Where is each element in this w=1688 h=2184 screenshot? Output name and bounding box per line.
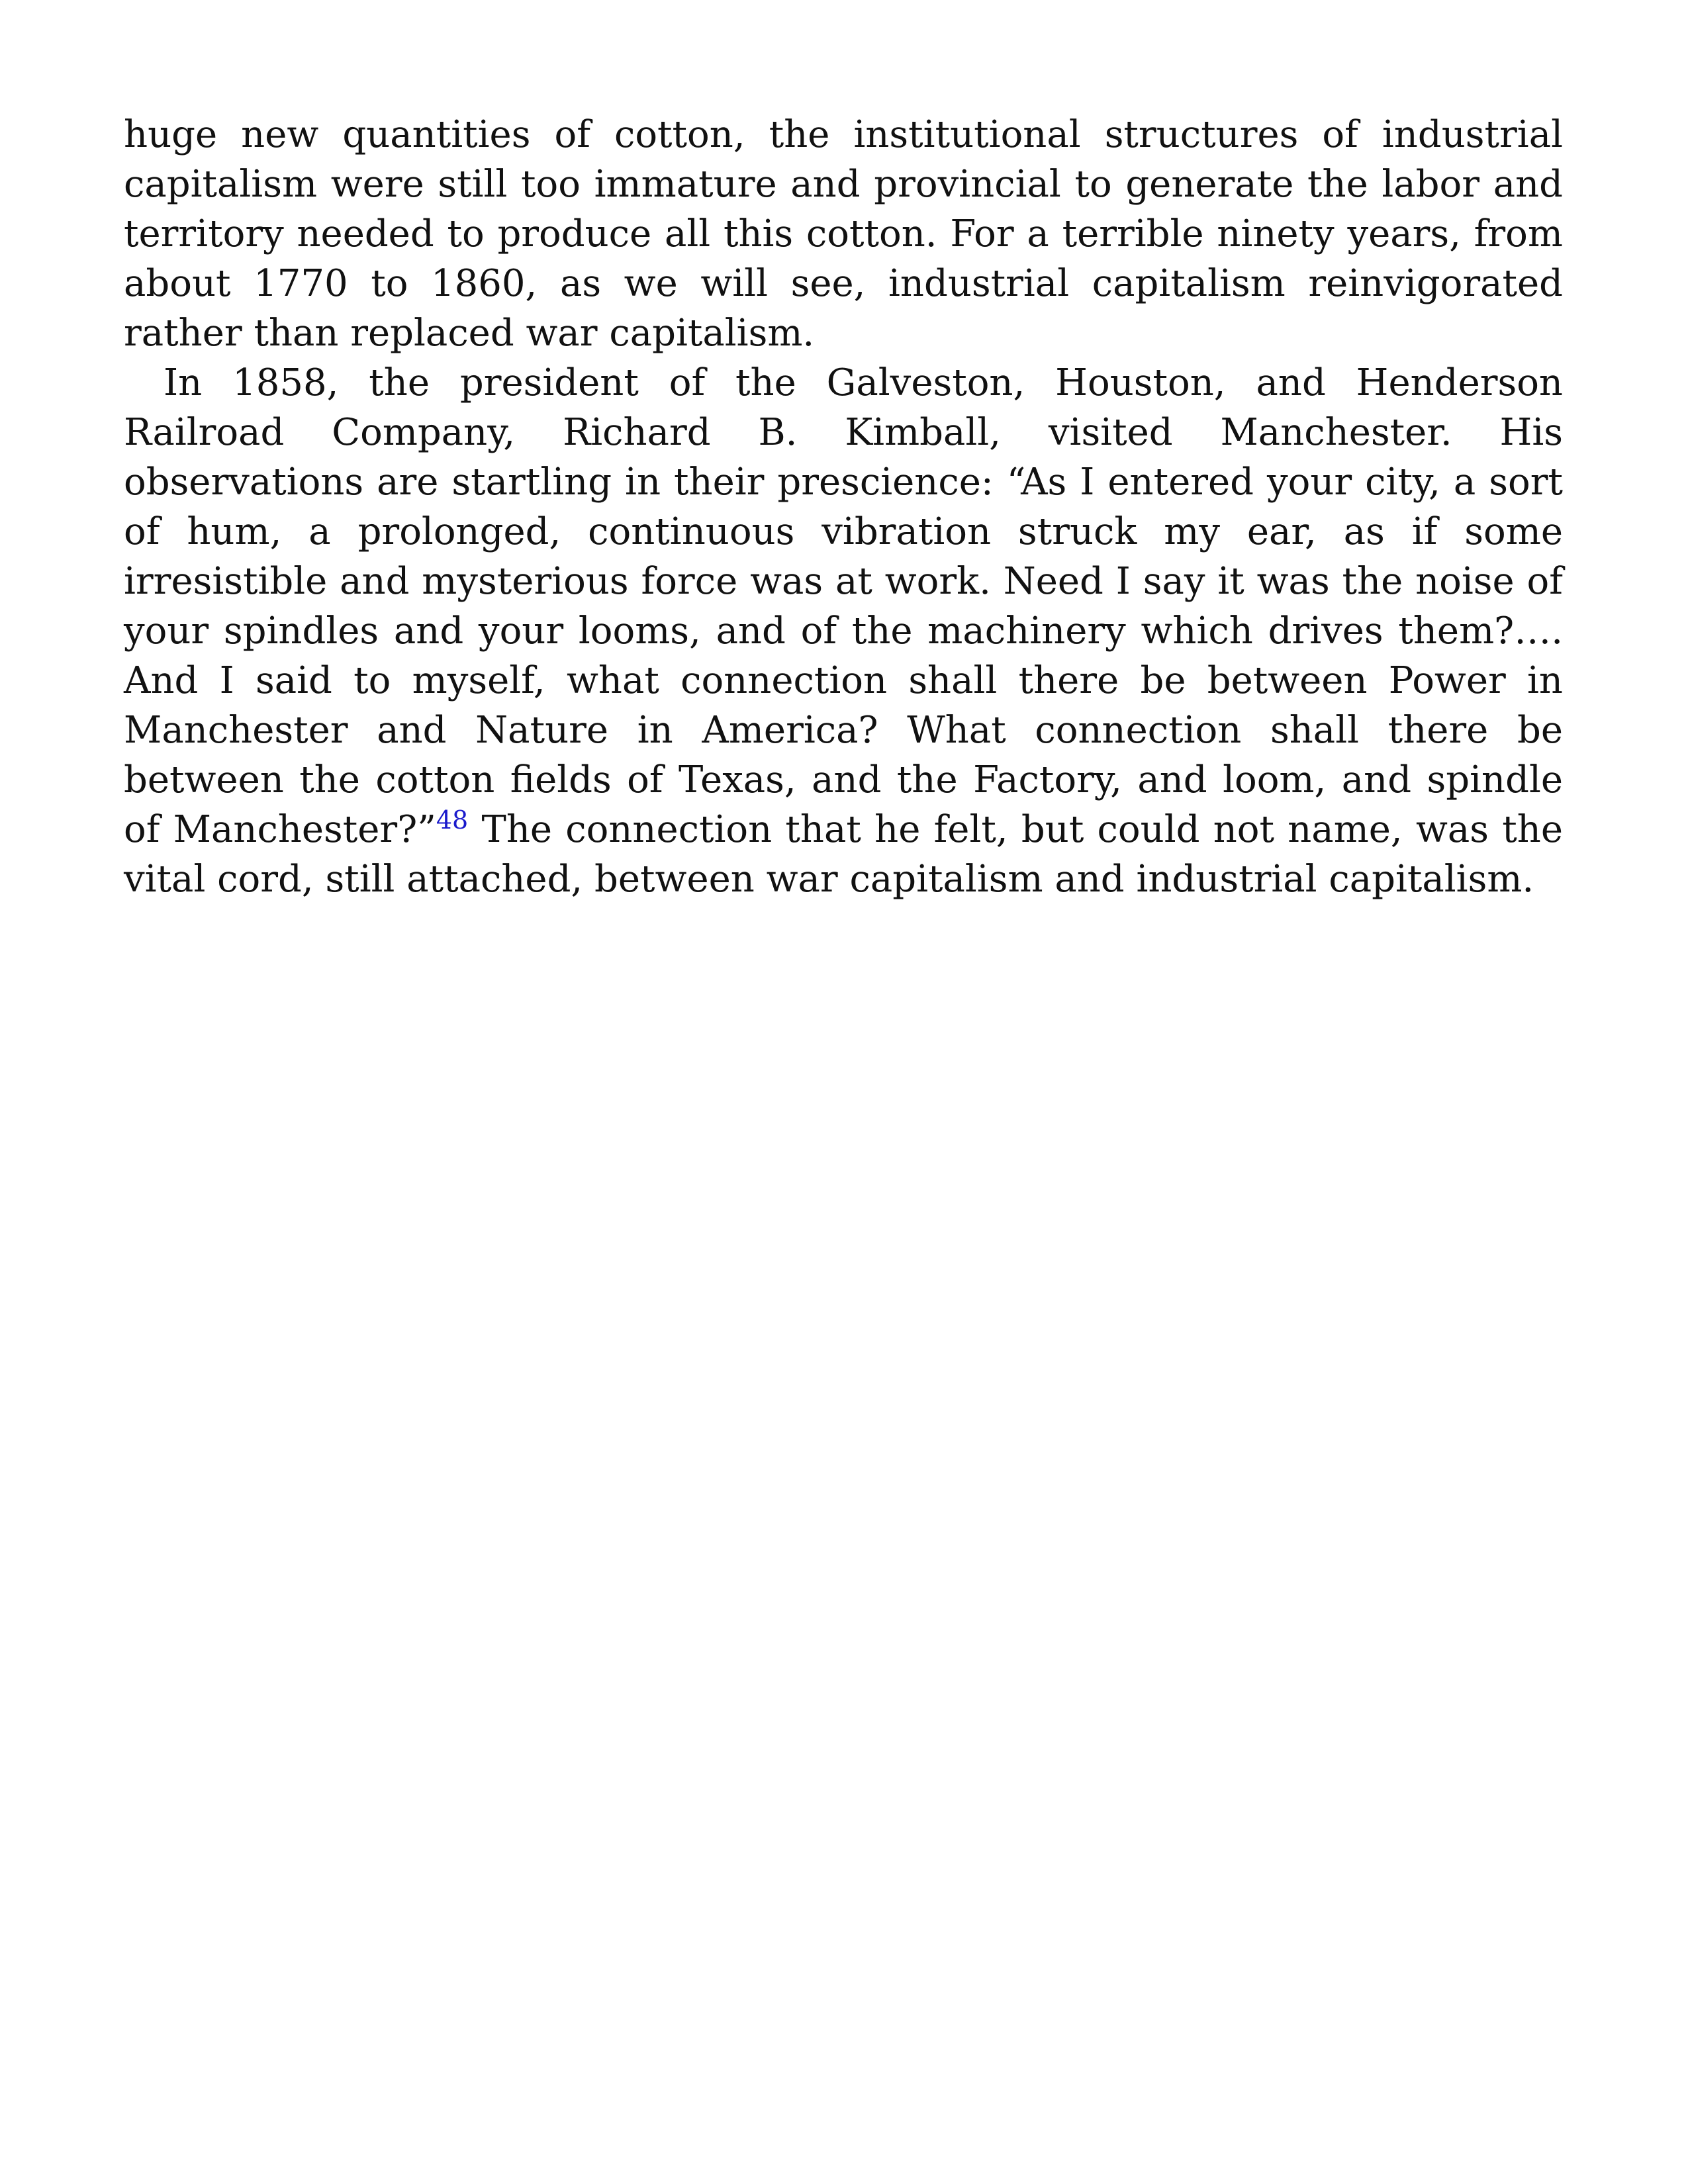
paragraph-text-after-note: The connection that he felt, but could not name, was the vital cord, still attached, between war capitalism and industrial capitalism. <box>124 808 1563 901</box>
footnote-link-48[interactable]: 48 <box>436 805 469 835</box>
paragraph-continued: huge new quantities of cotton, the institutional structures of industrial capitalism were still too immature and provincial to generate the labor and territory needed to produce all this cotton. For a terrible ninety years, from about 1770 to 1860, as we will see, industrial capitalism reinvigorated rather than replaced war capitalism. <box>124 113 1563 355</box>
body-text <box>124 110 1563 904</box>
paragraph-kimball <box>124 358 1563 904</box>
paragraph-text-before-note: In 1858, the president of the Galveston, Houston, and Henderson Railroad Company, Richard B. Kimball, visited Manchester. His observations are startling in their prescience: “As I entered your city, a sort of hum, a prolonged, continuous vibration struck my ear, as if some irresistible and mysterious force was at work. Need I say it was the noise of your spindles and your looms, and of the machinery which drives them?…. And I said to myself, what connection shall there be between Power in Manchester and Nature in America? What connection shall there be between the cotton fields of Texas, and the Factory, and loom, and spindle of Manchester?” <box>124 361 1563 851</box>
